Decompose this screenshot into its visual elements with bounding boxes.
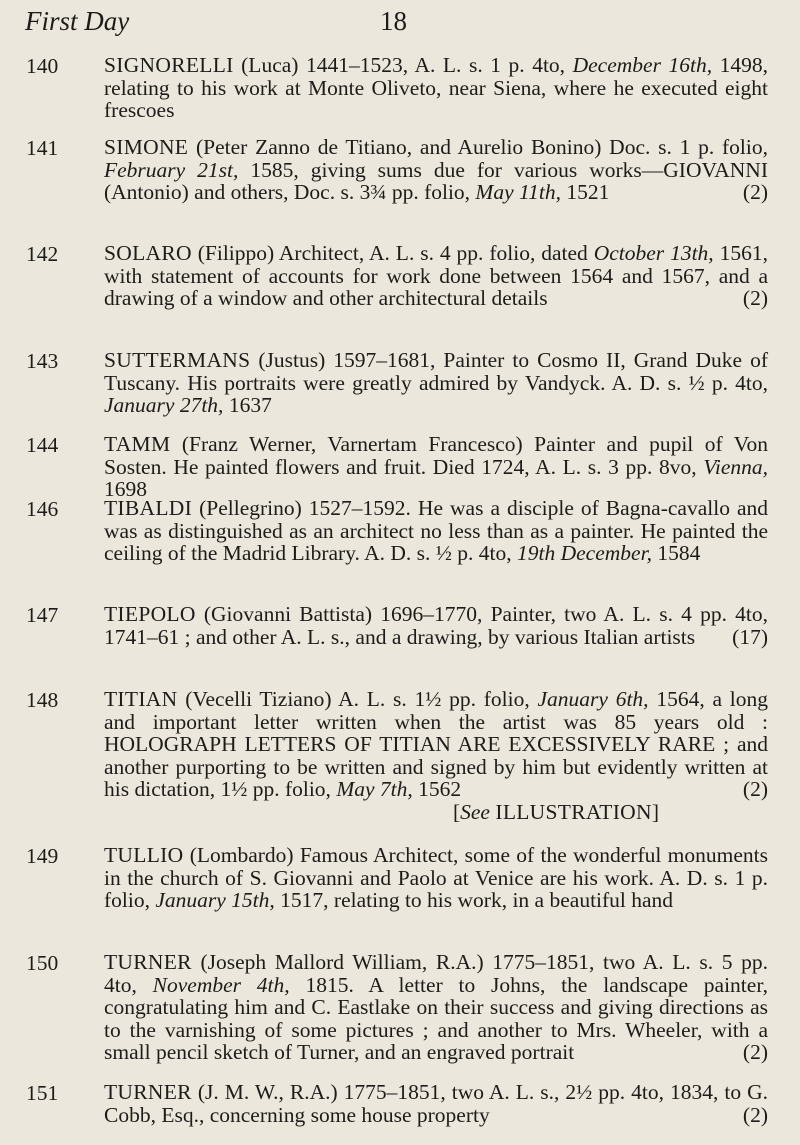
item-count: (17) (732, 624, 768, 649)
rarity-note: HOLOGRAPH LETTERS OF TITIAN ARE EXCESSIVELY RARE (104, 732, 716, 757)
lot-description: SUTTERMANS (Justus) 1597–1681, Painter to Cosmo II, Grand Duke of Tuscany. His portraits were greatly admired by Vandyck. A. D. s. ½ p. 4to, January 27th, 1637 (104, 348, 768, 418)
artist-name: SIGNORELLI (104, 53, 234, 77)
artist-name: TURNER (104, 950, 192, 974)
lot-number: 150 (26, 951, 59, 975)
lot-description: TURNER (Joseph Mallord William, R.A.) 1775–1851, two A. L. s. 5 pp. 4to, November 4th, 1815. A letter to Johns, the landscape painter, congratulating him and C. Eastlake on their success and giving directions as to the varnishing of some pictures ; and another to Mrs. Wheeler, with a small pencil sketch of Turner, and an engraved portrait (2) (104, 950, 768, 1065)
lot-description: TIBALDI (Pellegrino) 1527–1592. He was a disciple of Bagna-cavallo and was as distinguished as an architect no less than as a painter. He painted the ceiling of the Madrid Library. A. D. s. ½ p. 4to, 19th December, 1584 (104, 496, 768, 566)
lot-number: 140 (26, 54, 59, 78)
item-count: (2) (742, 1102, 768, 1127)
lot-description: SIMONE (Peter Zanno de Titiano, and Aurelio Bonino) Doc. s. 1 p. folio, February 21st, 1585, giving sums due for various works—GIOVANNI (Antonio) and others, Doc. s. 3¾ pp. folio, May 11th, 1521 (2) (104, 135, 768, 205)
artist-name: SIMONE (104, 135, 189, 159)
letter-date: October 13th, (593, 241, 714, 265)
lot-description: SIGNORELLI (Luca) 1441–1523, A. L. s. 1 p. 4to, December 16th, 1498, relating to his work at Monte Oliveto, near Siena, where he executed eight frescoes (104, 53, 768, 123)
lot-description: TURNER (J. M. W., R.A.) 1775–1851, two A. L. s., 2½ pp. 4to, 1834, to G. Cobb, Esq., concerning some house property (2) (104, 1080, 768, 1127)
item-count: (2) (742, 286, 768, 311)
letter-date: January 6th, (537, 687, 649, 711)
letter-date: January 27th, (104, 393, 224, 418)
lot-number: 143 (26, 349, 59, 373)
artist-name: TIBALDI (104, 496, 193, 520)
lot-number: 141 (26, 136, 59, 160)
letter-date: 19th December, (517, 541, 652, 566)
lot-description: SOLARO (Filippo) Architect, A. L. s. 4 pp. folio, dated October 13th, 1561, with statement of accounts for work done between 1564 and 1567, and a drawing of a window and other architectural details (2) (104, 241, 768, 311)
lot-number: 146 (26, 497, 59, 521)
artist-name: SUTTERMANS (104, 348, 251, 372)
artist-name: SOLARO (104, 241, 192, 265)
lot-number: 144 (26, 433, 59, 457)
lot-number: 147 (26, 603, 59, 627)
page-number: 18 (380, 6, 407, 36)
page-header (25, 6, 800, 36)
lot-description: TULLIO (Lombardo) Famous Architect, some of the wonderful monuments in the church of S. Giovanni and Paolo at Venice are his work. A. D. s. 1 p. folio, January 15th, 1517, relating to his work, in a beautiful hand (104, 843, 768, 913)
artist-name: TAMM (104, 432, 171, 456)
item-count: (2) (742, 180, 768, 205)
lot-number: 142 (26, 242, 59, 266)
artist-name: TIEPOLO (104, 602, 196, 626)
lot-description: TIEPOLO (Giovanni Battista) 1696–1770, Painter, two A. L. s. 4 pp. 4to, 1741–61 ; and other A. L. s., and a drawing, by various Italian artists (17) (104, 602, 768, 649)
letter-date: May 11th, (475, 180, 562, 205)
illustration-reference: [See ILLUSTRATION] (452, 799, 660, 824)
letter-date: December 16th, (572, 53, 713, 77)
item-count: (2) (742, 1040, 768, 1065)
lot-number: 149 (26, 844, 59, 868)
lot-description: TAMM (Franz Werner, Varnertam Francesco) Painter and pupil of Von Sosten. He painted flowers and fruit. Died 1724, A. L. s. 3 pp. 8vo, Vienna, 1698 (104, 432, 768, 502)
lot-number: 148 (26, 688, 59, 712)
letter-date: February 21st, (104, 157, 239, 182)
artist-name: TULLIO (104, 843, 184, 867)
letter-date: May 7th, (336, 777, 413, 802)
artist-name: TURNER (104, 1080, 192, 1104)
letter-date: November 4th, (152, 972, 290, 997)
artist-name: TITIAN (104, 687, 178, 711)
letter-date: January 15th, (155, 888, 275, 913)
item-count: (2) (742, 777, 768, 802)
letter-date: Vienna, (703, 454, 768, 479)
lot-number: 151 (26, 1081, 59, 1105)
lot-description: TITIAN (Vecelli Tiziano) A. L. s. 1½ pp. folio, January 6th, 1564, a long and important letter written when the artist was 85 years old : HOLOGRAPH LETTERS OF TITIAN ARE EXCESSIVELY RARE ; and another purporting to be written and signed by him but evidently written at his dictation, 1½ pp. folio, May 7th, 1562 (2) [See ILLUSTRATION] (104, 687, 768, 824)
section-title: First Day (25, 6, 130, 36)
